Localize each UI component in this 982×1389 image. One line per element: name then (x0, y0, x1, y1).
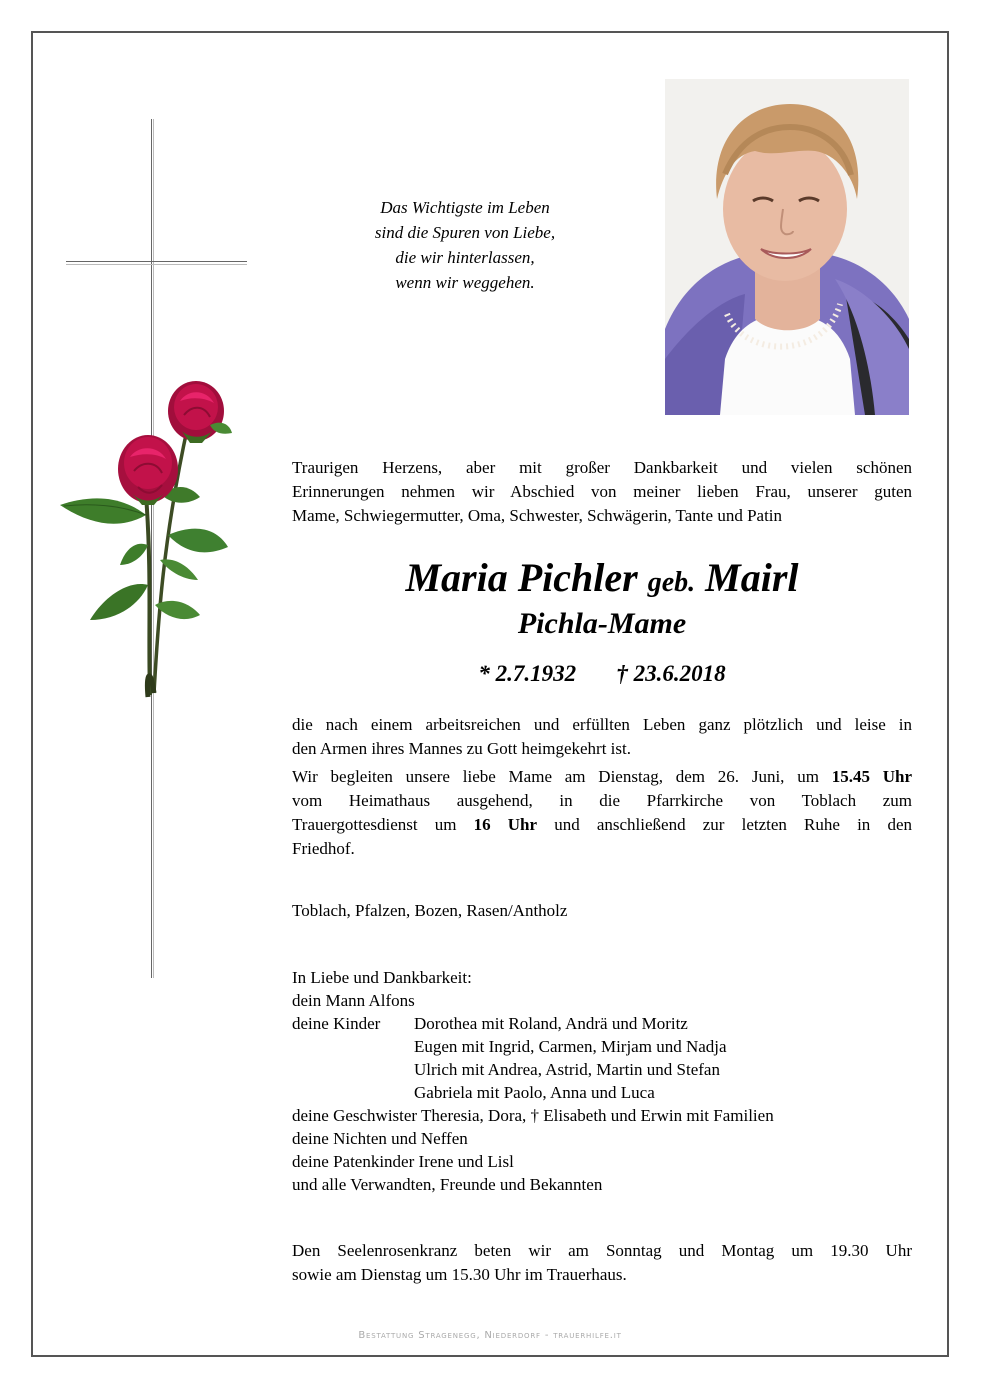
deceased-name (292, 553, 912, 608)
places: Toblach, Pfalzen, Bozen, Rasen/Antholz (292, 901, 568, 920)
funeral-text: Wir begleiten unsere liebe Mame am Dienstag, dem 26. Juni, um (292, 767, 832, 786)
family-husband: dein Mann Alfons (292, 991, 415, 1010)
passing-line: den Armen ihres Mannes zu Gott heimgekehrt ist. (292, 739, 631, 758)
nickname: Pichla-Mame (517, 607, 687, 640)
funeral-home-footer: Bestattung Stragenegg, Niederdorf - trauerhilfe.it (358, 1330, 622, 1341)
passing-line: die nach einem arbeitsreichen und erfüllten Leben ganz plötzlich und leise in (292, 715, 912, 734)
birth-date: * 2.7.1932 (478, 661, 577, 686)
child-entry: Ulrich mit Andrea, Astrid, Martin und Stefan (414, 1060, 720, 1079)
geb-label: geb. (647, 567, 696, 598)
funeral-line: Friedhof. (292, 839, 355, 858)
child-entry: Dorothea mit Roland, Andrä und Moritz (414, 1014, 688, 1033)
portrait-photo (665, 79, 909, 415)
roses-illustration (50, 375, 250, 705)
intro-line: Traurigen Herzens, aber mit großer Dankbarkeit und vielen schönen (292, 458, 912, 477)
funeral-line (292, 813, 912, 837)
family-list (292, 966, 774, 1196)
memorial-quote (340, 195, 590, 295)
quote-line: wenn wir weggehen. (395, 273, 535, 292)
mass-time: 16 Uhr (473, 815, 538, 834)
full-name: Maria Pichler (405, 555, 638, 600)
family-siblings: deine Geschwister Theresia, Dora, † Elisabeth und Erwin mit Familien (292, 1106, 774, 1125)
funeral-text: und anschließend zur letzten Ruhe in den (537, 815, 912, 834)
quote-line: die wir hinterlassen, (395, 248, 535, 267)
quote-line: sind die Spuren von Liebe, (374, 223, 556, 242)
cross-horizontal-beam (66, 261, 247, 265)
family-children (292, 1012, 774, 1035)
intro-paragraph (292, 456, 912, 528)
intro-line: Mame, Schwiegermutter, Oma, Schwester, Schwägerin, Tante und Patin (292, 506, 783, 525)
life-dates (292, 657, 912, 691)
rosary-line: Den Seelenrosenkranz beten wir am Sonntag und Montag um 19.30 Uhr (292, 1241, 912, 1260)
funeral-line (292, 765, 912, 789)
child-entry: Eugen mit Ingrid, Carmen, Mirjam und Nadja (414, 1037, 727, 1056)
funeral-time: 15.45 Uhr (831, 767, 913, 786)
family-heading: In Liebe und Dankbarkeit: (292, 968, 472, 987)
funeral-text: Trauergottesdienst um (292, 815, 474, 834)
funeral-paragraph (292, 765, 912, 861)
passing-paragraph (292, 713, 912, 761)
funeral-line: vom Heimathaus ausgehend, in die Pfarrkirche von Toblach zum (292, 791, 912, 810)
children-label: deine Kinder (292, 1014, 381, 1033)
family-others: und alle Verwandten, Freunde und Bekannten (292, 1175, 603, 1194)
family-children-cont (292, 1035, 774, 1058)
child-entry: Gabriela mit Paolo, Anna und Luca (414, 1083, 655, 1102)
family-nieces: deine Nichten und Neffen (292, 1129, 468, 1148)
intro-line: Erinnerungen nehmen wir Abschied von meiner lieben Frau, unserer guten (292, 482, 912, 501)
family-godchildren: deine Patenkinder Irene und Lisl (292, 1152, 514, 1171)
death-date: † 23.6.2018 (616, 661, 726, 686)
rosary-line: sowie am Dienstag um 15.30 Uhr im Trauerhaus. (292, 1265, 627, 1284)
rosary-paragraph (292, 1239, 912, 1287)
maiden-name: Mairl (705, 555, 799, 600)
family-children-cont (292, 1081, 774, 1104)
quote-line: Das Wichtigste im Leben (380, 198, 550, 217)
family-children-cont (292, 1058, 774, 1081)
